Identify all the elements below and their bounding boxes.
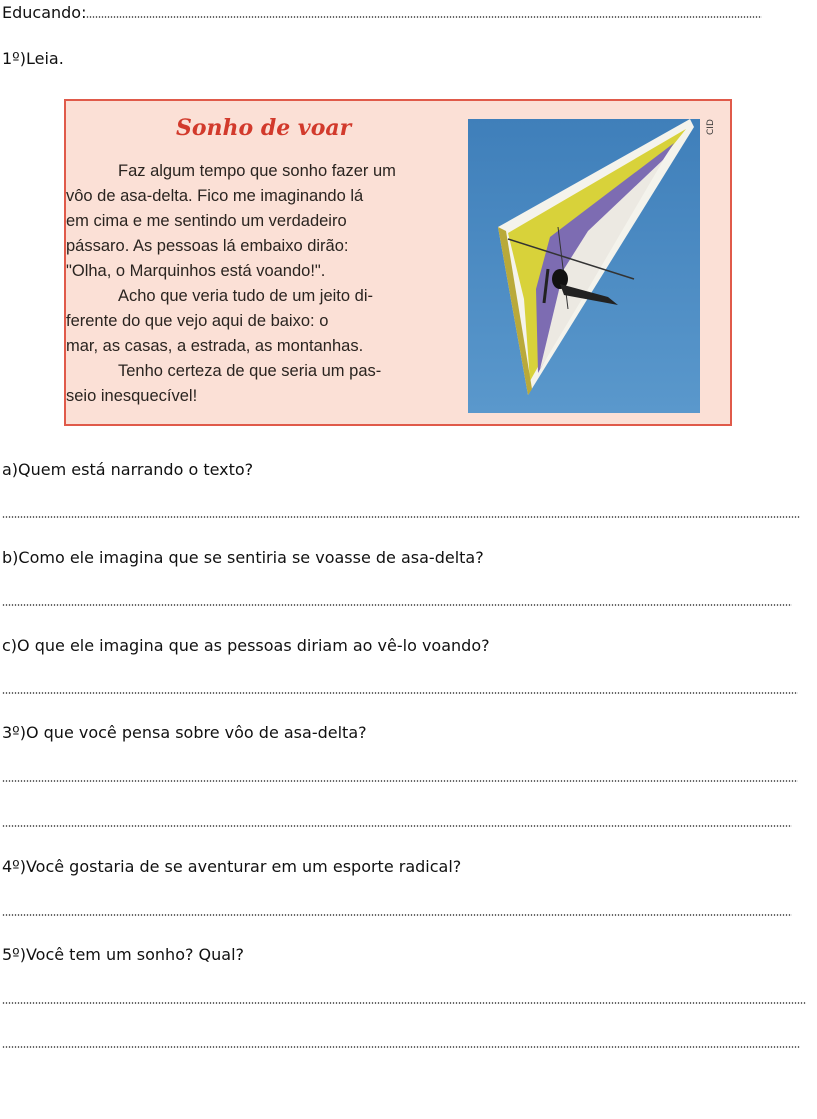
answer-line-5a[interactable]	[2, 1002, 806, 1004]
text-line: Faz algum tempo que sonho fazer um	[118, 162, 396, 180]
student-name-field[interactable]	[2, 3, 762, 23]
question-5: 5º)Você tem um sonho? Qual?	[2, 945, 245, 964]
hang-glider-photo	[468, 119, 700, 413]
answer-line-5b[interactable]	[2, 1046, 800, 1048]
reading-box	[64, 99, 732, 426]
student-label: Educando:	[2, 3, 87, 22]
answer-line-a[interactable]	[2, 516, 800, 518]
answer-line-b[interactable]	[2, 604, 792, 606]
question-4: 4º)Você gostaria de se aventurar em um esporte radical?	[2, 857, 462, 876]
answer-line-3b[interactable]	[2, 825, 792, 827]
text-line: Acho que veria tudo de um jeito di-	[118, 287, 373, 305]
text-line: vôo de asa-delta. Fico me imaginando lá	[66, 187, 364, 205]
text-line: mar, as casas, a estrada, as montanhas.	[66, 337, 364, 355]
answer-line-3a[interactable]	[2, 780, 798, 782]
reading-title: Sonho de voar	[176, 115, 352, 141]
question-a: a)Quem está narrando o texto?	[2, 460, 254, 479]
paragraph-1	[66, 159, 418, 284]
text-line: seio inesquecível!	[66, 387, 198, 405]
text-line: Tenho certeza de que seria um pas-	[118, 362, 382, 380]
text-line: pássaro. As pessoas lá embaixo dirão:	[66, 237, 349, 255]
paragraph-3	[66, 359, 418, 409]
question-1-label: 1º)Leia.	[2, 49, 64, 68]
text-line: ferente do que vejo aqui de baixo: o	[66, 312, 329, 330]
reading-text	[66, 159, 418, 409]
question-b: b)Como ele imagina que se sentiria se voasse de asa-delta?	[2, 548, 484, 567]
paragraph-2	[66, 284, 418, 359]
question-c: c)O que ele imagina que as pessoas diriam ao vê-lo voando?	[2, 636, 490, 655]
question-3: 3º)O que você pensa sobre vôo de asa-delta?	[2, 723, 367, 742]
text-line: "Olha, o Marquinhos está voando!".	[66, 262, 326, 280]
answer-line-c[interactable]	[2, 692, 798, 694]
student-name-line[interactable]	[86, 16, 762, 18]
text-line: em cima e me sentindo um verdadeiro	[66, 212, 347, 230]
hang-glider-illustration	[468, 119, 700, 413]
photo-credit: CID	[706, 119, 716, 135]
answer-line-4[interactable]	[2, 914, 792, 916]
